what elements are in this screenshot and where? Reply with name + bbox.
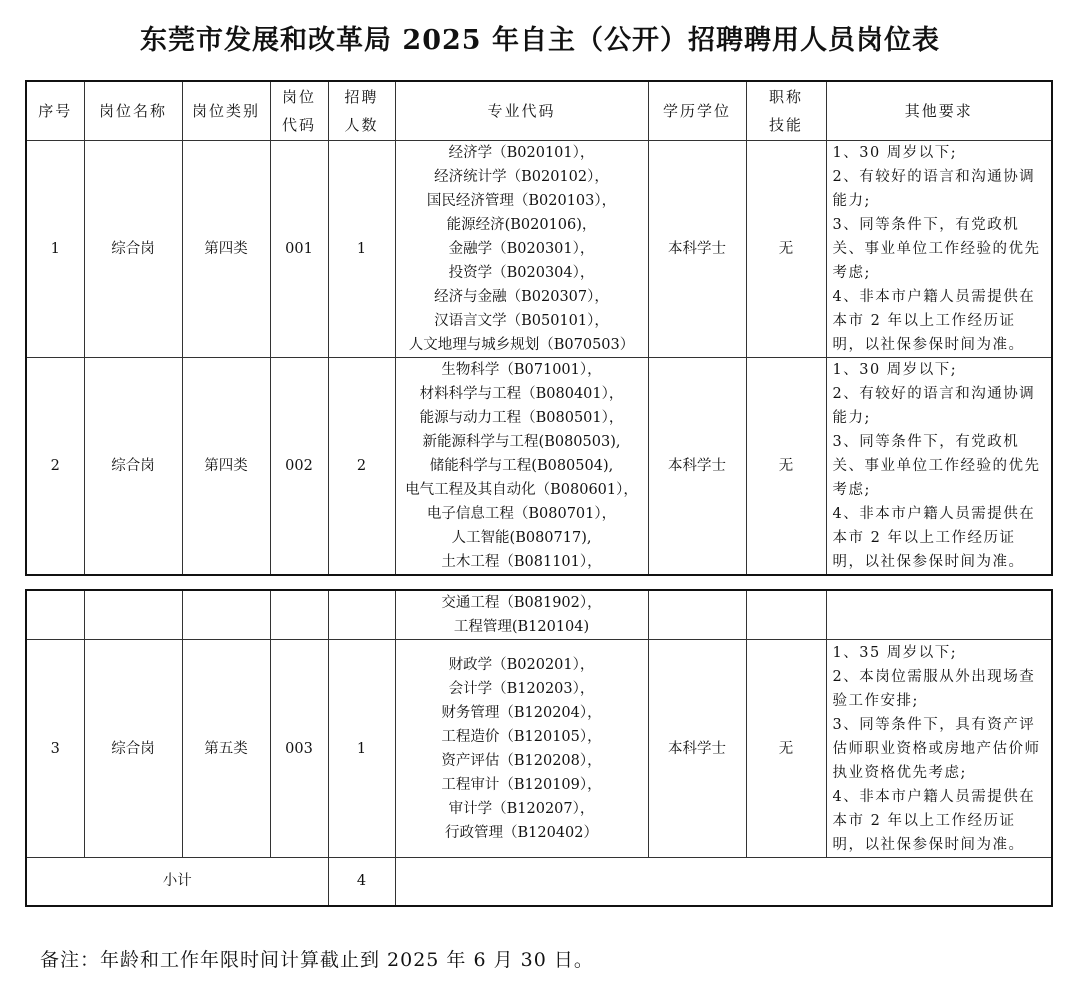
- cell-empty: [182, 590, 270, 640]
- table-row: [26, 141, 1052, 358]
- cell-requirements: [826, 640, 1052, 858]
- requirement-item: 1、30 周岁以下;: [832, 145, 958, 161]
- cell-empty: [270, 590, 328, 640]
- major-item: 国民经济管理（B020103），: [426, 193, 617, 209]
- major-item: 审计学（B120207），: [448, 800, 595, 817]
- header-code-line2: 代码: [281, 116, 316, 134]
- header-count-line2: 人数: [344, 116, 379, 134]
- major-item: 生物科学（B071001），: [441, 362, 602, 378]
- cell-majors: [395, 590, 648, 640]
- major-item: 经济学（B020101），: [448, 145, 595, 161]
- major-item: 汉语言文学（B050101），: [434, 313, 609, 329]
- cell-name: 综合岗: [84, 141, 182, 358]
- cell-majors: [395, 141, 648, 358]
- header-title-skill: [746, 81, 826, 141]
- requirement-item: 2、有较好的语言和沟通协调能力;: [832, 169, 1036, 209]
- header-code: [270, 81, 328, 141]
- cell-category: 第五类: [182, 640, 270, 858]
- cell-count: 2: [328, 358, 395, 576]
- footnote: 备注：年龄和工作年限时间计算截止到 2025 年 6 月 30 日。: [40, 949, 594, 971]
- cell-degree: 本科学士: [648, 358, 746, 576]
- cell-empty: [746, 590, 826, 640]
- cell-category: 第四类: [182, 358, 270, 576]
- cell-degree: 本科学士: [648, 141, 746, 358]
- header-row: [26, 81, 1052, 141]
- major-item: 能源与动力工程（B080501），: [419, 410, 624, 426]
- major-item: 经济与金融（B020307），: [434, 289, 609, 305]
- major-item: 财政学（B020201），: [448, 656, 595, 673]
- requirement-item: 4、非本市户籍人员需提供在本市 2 年以上工作经历证明，以社保参保时间为准。: [832, 788, 1036, 853]
- cell-majors: [395, 358, 648, 576]
- page-title: 东莞市发展和改革局 2025 年自主（公开）招聘聘用人员岗位表: [140, 25, 940, 56]
- major-item: 会计学（B120203），: [448, 680, 595, 697]
- requirement-item: 2、有较好的语言和沟通协调能力;: [832, 386, 1036, 426]
- header-degree: 学历学位: [648, 81, 746, 141]
- cell-count: 1: [328, 141, 395, 358]
- requirement-item: 3、同等条件下，有党政机关、事业单位工作经验的优先考虑;: [832, 434, 1041, 498]
- major-item: 储能科学与工程(B080504),: [429, 458, 614, 474]
- major-item: 人文地理与城乡规划（B070503）: [408, 337, 635, 353]
- cell-code: 001: [270, 141, 328, 358]
- subtotal-count: 4: [328, 858, 395, 906]
- major-item: 工程审计（B120109），: [441, 776, 602, 793]
- cell-empty: [26, 590, 84, 640]
- cell-code: 002: [270, 358, 328, 576]
- requirement-item: 1、35 周岁以下;: [832, 644, 958, 661]
- header-count-line1: 招聘: [344, 88, 379, 106]
- major-item: 投资学（B020304），: [448, 265, 595, 281]
- cell-requirements: [826, 141, 1052, 358]
- table-row-continuation: [26, 590, 1052, 640]
- header-title-line1: 职称: [768, 88, 803, 106]
- cell-seq: 1: [26, 141, 84, 358]
- major-item: 人工智能(B080717),: [451, 530, 592, 546]
- cell-code: 003: [270, 640, 328, 858]
- cell-empty: [826, 590, 1052, 640]
- header-category: 岗位类别: [182, 81, 270, 141]
- cell-empty: [648, 590, 746, 640]
- positions-table: [25, 80, 1053, 576]
- major-item: 金融学（B020301），: [448, 241, 595, 257]
- cell-requirements: [826, 358, 1052, 576]
- requirement-item: 4、非本市户籍人员需提供在本市 2 年以上工作经历证明，以社保参保时间为准。: [832, 506, 1036, 570]
- major-item: 资产评估（B120208），: [441, 752, 602, 769]
- header-code-line1: 岗位: [281, 88, 316, 106]
- cell-seq: 2: [26, 358, 84, 576]
- header-name: 岗位名称: [84, 81, 182, 141]
- cell-majors: [395, 640, 648, 858]
- cell-empty: [395, 858, 1052, 906]
- cell-title-skill: 无: [746, 141, 826, 358]
- table-row: [26, 358, 1052, 576]
- major-item: 电子信息工程（B080701），: [426, 506, 617, 522]
- major-item: 电气工程及其自动化（B080601），: [405, 482, 638, 498]
- cell-title-skill: 无: [746, 640, 826, 858]
- header-other: 其他要求: [826, 81, 1052, 141]
- requirement-item: 2、本岗位需服从外出现场查验工作安排;: [832, 668, 1036, 709]
- cell-name: 综合岗: [84, 358, 182, 576]
- cell-category: 第四类: [182, 141, 270, 358]
- major-item: 能源经济(B020106)，: [446, 217, 597, 233]
- major-item: 交通工程（B081902），: [441, 595, 602, 611]
- header-major: 专业代码: [395, 81, 648, 141]
- cell-count: 1: [328, 640, 395, 858]
- positions-table-continued: [25, 589, 1053, 907]
- major-item: 土木工程（B081101），: [441, 554, 602, 570]
- major-item: 材料科学与工程（B080401），: [419, 386, 624, 402]
- subtotal-row: [26, 858, 1052, 906]
- requirement-item: 1、30 周岁以下;: [832, 362, 958, 378]
- cell-title-skill: 无: [746, 358, 826, 576]
- cell-empty: [328, 590, 395, 640]
- table-row: [26, 640, 1052, 858]
- header-title-line2: 技能: [768, 116, 803, 134]
- major-item: 新能源科学与工程(B080503),: [422, 434, 621, 450]
- subtotal-label: 小计: [26, 858, 328, 906]
- requirement-item: 3、同等条件下，有党政机关、事业单位工作经验的优先考虑;: [832, 217, 1041, 281]
- major-item: 行政管理（B120402）: [444, 824, 598, 841]
- cell-seq: 3: [26, 640, 84, 858]
- major-item: 经济统计学（B020102），: [434, 169, 609, 185]
- requirement-item: 3、同等条件下，具有资产评估师职业资格或房地产估价师执业资格优先考虑;: [832, 716, 1041, 781]
- cell-empty: [84, 590, 182, 640]
- header-count: [328, 81, 395, 141]
- header-seq: 序号: [26, 81, 84, 141]
- major-item: 财务管理（B120204），: [441, 704, 602, 721]
- requirement-item: 4、非本市户籍人员需提供在本市 2 年以上工作经历证明，以社保参保时间为准。: [832, 289, 1036, 353]
- major-item: 工程管理(B120104): [453, 619, 590, 635]
- major-item: 工程造价（B120105），: [441, 728, 602, 745]
- cell-name: 综合岗: [84, 640, 182, 858]
- cell-degree: 本科学士: [648, 640, 746, 858]
